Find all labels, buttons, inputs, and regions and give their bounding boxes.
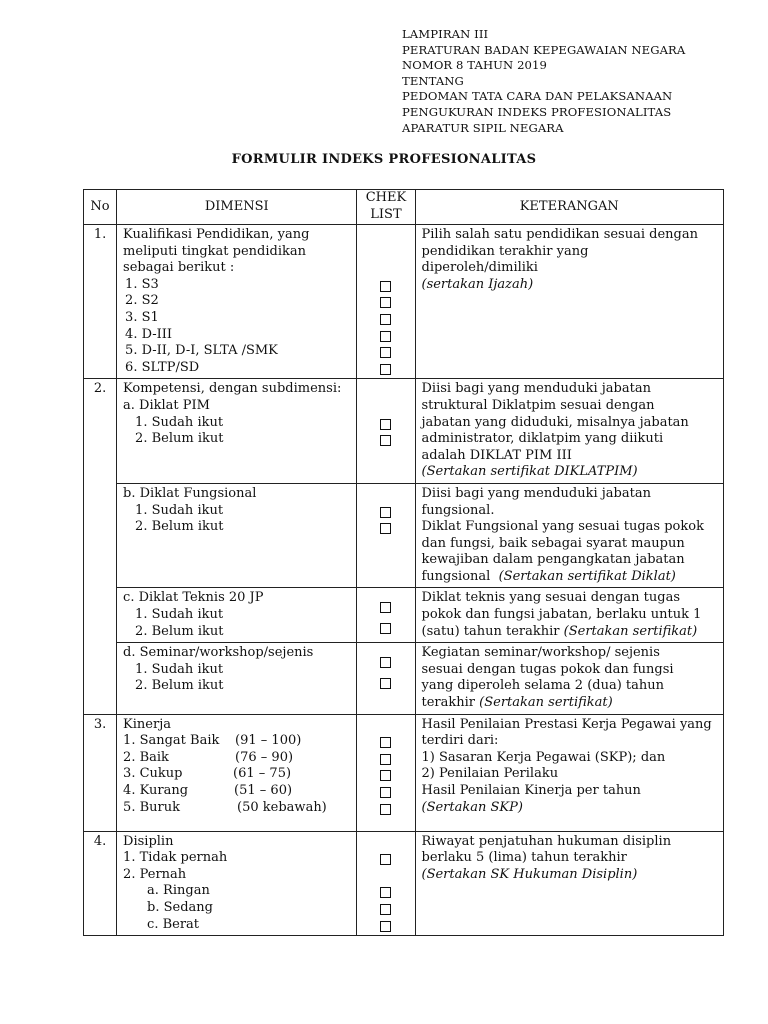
checkbox[interactable] [380, 904, 391, 915]
option-range: (51 – 60) [234, 783, 293, 798]
attachment-note: (sertakan Ijazah) [421, 276, 534, 292]
checkbox[interactable] [380, 887, 391, 898]
description-text: adalah DIKLAT PIM III [421, 447, 572, 463]
description-text: Diisi bagi yang menduduki jabatan [421, 485, 651, 501]
description-text: Hasil Penilaian Kinerja per tahun [421, 783, 641, 798]
header-line: PENGUKURAN INDEKS PROFESIONALITAS [402, 104, 672, 119]
dimension-text: Kinerja [123, 716, 171, 732]
option-label: 3. S1 [125, 309, 159, 325]
description-text: pendidikan terakhir yang [421, 243, 589, 259]
checkbox[interactable] [380, 754, 391, 765]
description-text: Riwayat penjatuhan hukuman disiplin [421, 833, 672, 849]
attachment-note: (Sertakan SK Hukuman Disiplin) [421, 866, 638, 882]
option-label [123, 750, 352, 767]
table-row [84, 483, 724, 588]
checklist-cell [357, 643, 415, 714]
checkbox[interactable] [380, 331, 391, 342]
option-label: 1. Sudah ikut [135, 661, 224, 677]
option-label: 2. S2 [125, 293, 159, 309]
description-text: struktural Diklatpim sesuai dengan [421, 397, 655, 413]
dimension-text: Kualifikasi Pendidikan, yang [123, 227, 310, 242]
option-label: 4. D-III [125, 326, 173, 342]
subdimension-label: c. Diklat Teknis 20 JP [123, 590, 264, 606]
dimension-text: meliputi tingkat pendidikan [123, 243, 306, 259]
option-range: (76 – 90) [235, 749, 294, 765]
attachment-note: (Sertakan sertifikat) [479, 695, 613, 711]
description-text: 1) Sasaran Kerja Pegawai (SKP); dan [421, 749, 666, 765]
option-label: 2. Belum ikut [135, 623, 224, 639]
header-line: APARATUR SIPIL NEGARA [402, 120, 564, 135]
description-cell [415, 831, 724, 936]
description-text [422, 695, 720, 712]
description-text: jabatan yang diduduki, misalnya jabatan [421, 414, 689, 430]
row-number: 1. [84, 225, 117, 379]
form-title: FORMULIR INDEKS PROFESIONALITAS [231, 152, 537, 167]
dimension-text: sebagai berikut : [123, 260, 235, 276]
dimension-cell [117, 379, 357, 484]
description-cell [415, 643, 724, 714]
table-row [84, 379, 724, 484]
header-checklist-line2: LIST [370, 207, 402, 222]
subdimension-label: b. Diklat Fungsional [123, 485, 257, 501]
sub-option-label: c. Berat [147, 916, 200, 932]
dimension-text: Disiplin [123, 833, 174, 849]
header-checklist-line1: CHEK [365, 190, 407, 206]
description-text: berlaku 5 (lima) tahun terakhir [421, 850, 627, 866]
description-text [422, 569, 720, 586]
checkbox[interactable] [380, 770, 391, 781]
checkbox[interactable] [380, 297, 391, 308]
description-text: Diklat teknis yang sesuai dengan tugas [421, 590, 681, 606]
description-text: Pilih salah satu pendidikan sesuai dengan [421, 227, 698, 242]
dimension-text: Kompetensi, dengan subdimensi: [123, 381, 342, 397]
description-cell [415, 714, 724, 831]
checkbox[interactable] [380, 787, 391, 798]
description-text-end: (satu) tahun terakhir [421, 623, 560, 639]
description-text: Diisi bagi yang menduduki jabatan [421, 381, 651, 397]
checkbox[interactable] [380, 737, 391, 748]
checklist-cell [357, 831, 415, 936]
option-name: 2. Baik [123, 749, 169, 765]
checkbox[interactable] [380, 419, 391, 430]
description-text: terdiri dari: [421, 733, 499, 749]
attachment-note: (Sertakan sertifikat DIKLATPIM) [421, 464, 638, 480]
checkbox[interactable] [380, 314, 391, 325]
option-label [123, 783, 352, 800]
description-text: administrator, diklatpim yang diikuti [421, 431, 664, 447]
checkbox[interactable] [380, 623, 391, 634]
description-cell [415, 588, 724, 643]
header-line: PERATURAN BADAN KEPEGAWAIAN NEGARA [402, 42, 686, 57]
option-label: 2. Belum ikut [135, 678, 224, 694]
description-text: 2) Penilaian Perilaku [421, 766, 559, 782]
subdimension-label: d. Seminar/workshop/sejenis [123, 645, 314, 661]
row-number: 2. [84, 379, 117, 714]
option-name: 5. Buruk [123, 799, 180, 815]
checkbox[interactable] [380, 281, 391, 292]
description-text: fungsional. [421, 502, 495, 518]
description-text: dan fungsi, baik sebagai syarat maupun [421, 535, 685, 551]
table-row [84, 714, 724, 831]
description-cell [415, 483, 724, 588]
attachment-note: (Sertakan sertifikat) [563, 623, 698, 639]
row-number: 3. [84, 714, 117, 831]
dimension-cell [117, 483, 357, 588]
option-label: 1. S3 [125, 276, 159, 292]
checkbox[interactable] [380, 921, 391, 932]
checkbox[interactable] [380, 435, 391, 446]
option-label: 1. Sudah ikut [135, 502, 224, 518]
option-label: 2. Pernah [123, 866, 187, 882]
sub-option-label: b. Sedang [147, 900, 213, 915]
description-cell [415, 225, 724, 379]
option-label [123, 733, 352, 750]
checklist-cell [357, 379, 415, 484]
header-line: TENTANG [402, 73, 464, 88]
checkbox[interactable] [380, 657, 391, 668]
table-row [84, 831, 724, 936]
table-row [84, 588, 724, 643]
header-line: PEDOMAN TATA CARA DAN PELAKSANAAN [402, 89, 673, 104]
header-line: LAMPIRAN III [402, 27, 489, 41]
option-label: 5. D-II, D-I, SLTA /SMK [125, 343, 278, 359]
description-text: Hasil Penilaian Prestasi Kerja Pegawai yang [421, 716, 712, 732]
checkbox[interactable] [380, 602, 391, 613]
form-table [83, 189, 724, 936]
description-text: pokok dan fungsi jabatan, berlaku untuk 1 [421, 607, 702, 623]
description-text: yang diperoleh selama 2 (dua) tahun [421, 678, 665, 694]
checkbox[interactable] [380, 678, 391, 689]
header-line: NOMOR 8 TAHUN 2019 [402, 58, 547, 73]
checkbox[interactable] [380, 854, 391, 865]
dimension-cell [117, 831, 357, 936]
header-keterangan: KETERANGAN [415, 190, 724, 225]
description-cell [415, 379, 724, 484]
attachment-note: (Sertakan SKP) [421, 799, 523, 815]
checkbox[interactable] [380, 523, 391, 534]
checklist-cell [357, 225, 415, 379]
option-name: 4. Kurang [123, 783, 189, 798]
dimension-cell [117, 225, 357, 379]
dimension-cell [117, 643, 357, 714]
option-name: 1. Sangat Baik [123, 733, 220, 749]
table-row [84, 225, 724, 379]
checkbox[interactable] [380, 804, 391, 815]
header-checklist [357, 190, 415, 225]
description-text: Kegiatan seminar/workshop/ sejenis [421, 645, 660, 661]
checkbox[interactable] [380, 347, 391, 358]
description-text-end: terakhir [421, 695, 476, 711]
option-label: 1. Tidak pernah [123, 850, 228, 866]
option-range: (50 kebawah) [237, 799, 327, 815]
option-range: (91 – 100) [235, 733, 302, 749]
option-name: 3. Cukup [123, 766, 183, 782]
option-label: 2. Belum ikut [135, 431, 224, 447]
description-text-end: fungsional [421, 568, 491, 584]
table-header-row [84, 190, 724, 225]
attachment-header [402, 27, 685, 136]
option-label: 2. Belum ikut [135, 519, 224, 535]
table-row [84, 643, 724, 714]
option-range: (61 – 75) [233, 766, 292, 782]
description-text: Diklat Fungsional yang sesuai tugas pokok [421, 519, 704, 535]
subdimension-label: a. Diklat PIM [123, 397, 210, 413]
description-text: kewajiban dalam pengangkatan jabatan [421, 552, 685, 568]
option-label [123, 800, 352, 817]
option-label [123, 766, 352, 783]
option-label: 1. Sudah ikut [135, 414, 224, 430]
attachment-note: (Sertakan sertifikat Diklat) [498, 568, 676, 584]
description-text: diperoleh/dimiliki [421, 260, 538, 276]
checklist-cell [357, 588, 415, 643]
description-text: sesuai dengan tugas pokok dan fungsi [421, 661, 674, 677]
checklist-cell [357, 714, 415, 831]
dimension-cell [117, 714, 357, 831]
description-text [422, 624, 720, 641]
checkbox[interactable] [380, 364, 391, 375]
option-label: 1. Sudah ikut [135, 607, 224, 623]
checklist-cell [357, 483, 415, 588]
header-no: No [84, 190, 117, 225]
dimension-cell [117, 588, 357, 643]
sub-option-label: a. Ringan [147, 883, 210, 899]
header-dimensi: DIMENSI [117, 190, 357, 225]
option-label: 6. SLTP/SD [125, 359, 200, 375]
checkbox[interactable] [380, 507, 391, 518]
row-number: 4. [84, 831, 117, 936]
